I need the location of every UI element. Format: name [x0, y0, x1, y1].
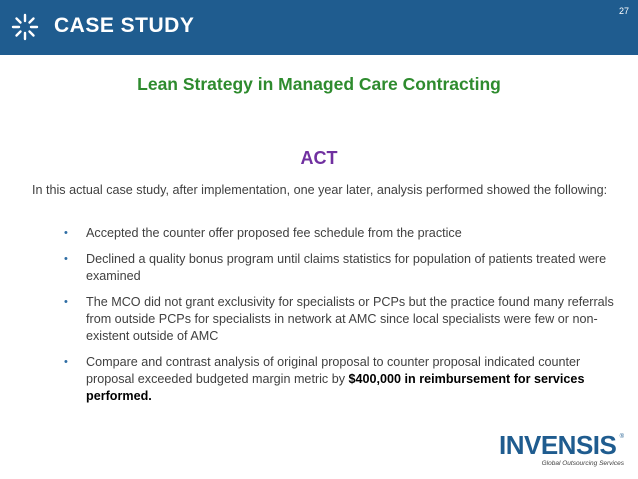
page-number: 27 — [618, 6, 629, 16]
bullet-item — [64, 354, 624, 405]
bullet-list — [64, 225, 624, 414]
bullet-item — [64, 225, 624, 242]
intro-paragraph: In this actual case study, after implementation, one year later, analysis performed showed the following: — [32, 183, 608, 197]
invensis-logo — [499, 430, 624, 468]
bullet-marker-icon: • — [64, 253, 68, 265]
brand-tagline: Global Outsourcing Services — [541, 460, 624, 467]
bullet-text: The MCO did not grant exclusivity for specialists or PCPs but the practice found many referrals from outside PCPs for specialists in network at AMC since local specialists were few or non-existent outside of AMC — [86, 295, 614, 343]
bullet-marker-icon: • — [64, 227, 68, 239]
brand-name: INVENSIS — [499, 430, 617, 460]
spinner-logo-icon — [10, 12, 40, 42]
registered-mark: ® — [619, 434, 624, 440]
bullet-marker-icon: • — [64, 356, 68, 368]
bullet-text: Accepted the counter offer proposed fee schedule from the practice — [86, 226, 462, 240]
bullet-text: Compare and contrast analysis of original proposal to counter proposal indicated counter proposal exceeded budgeted margin metric by — [86, 355, 581, 386]
header-bar — [0, 0, 638, 55]
header-title: CASE STUDY — [54, 14, 195, 37]
bullet-marker-icon: • — [64, 296, 68, 308]
bullet-bold-text: $400,000 in reimbursement for services performed. — [86, 372, 585, 403]
slide-subtitle: Lean Strategy in Managed Care Contracting — [137, 74, 501, 94]
section-heading: ACT — [300, 148, 338, 168]
bullet-text: Declined a quality bonus program until claims statistics for population of patients treated were examined — [86, 252, 607, 283]
bullet-item — [64, 294, 624, 345]
bullet-item — [64, 251, 624, 285]
